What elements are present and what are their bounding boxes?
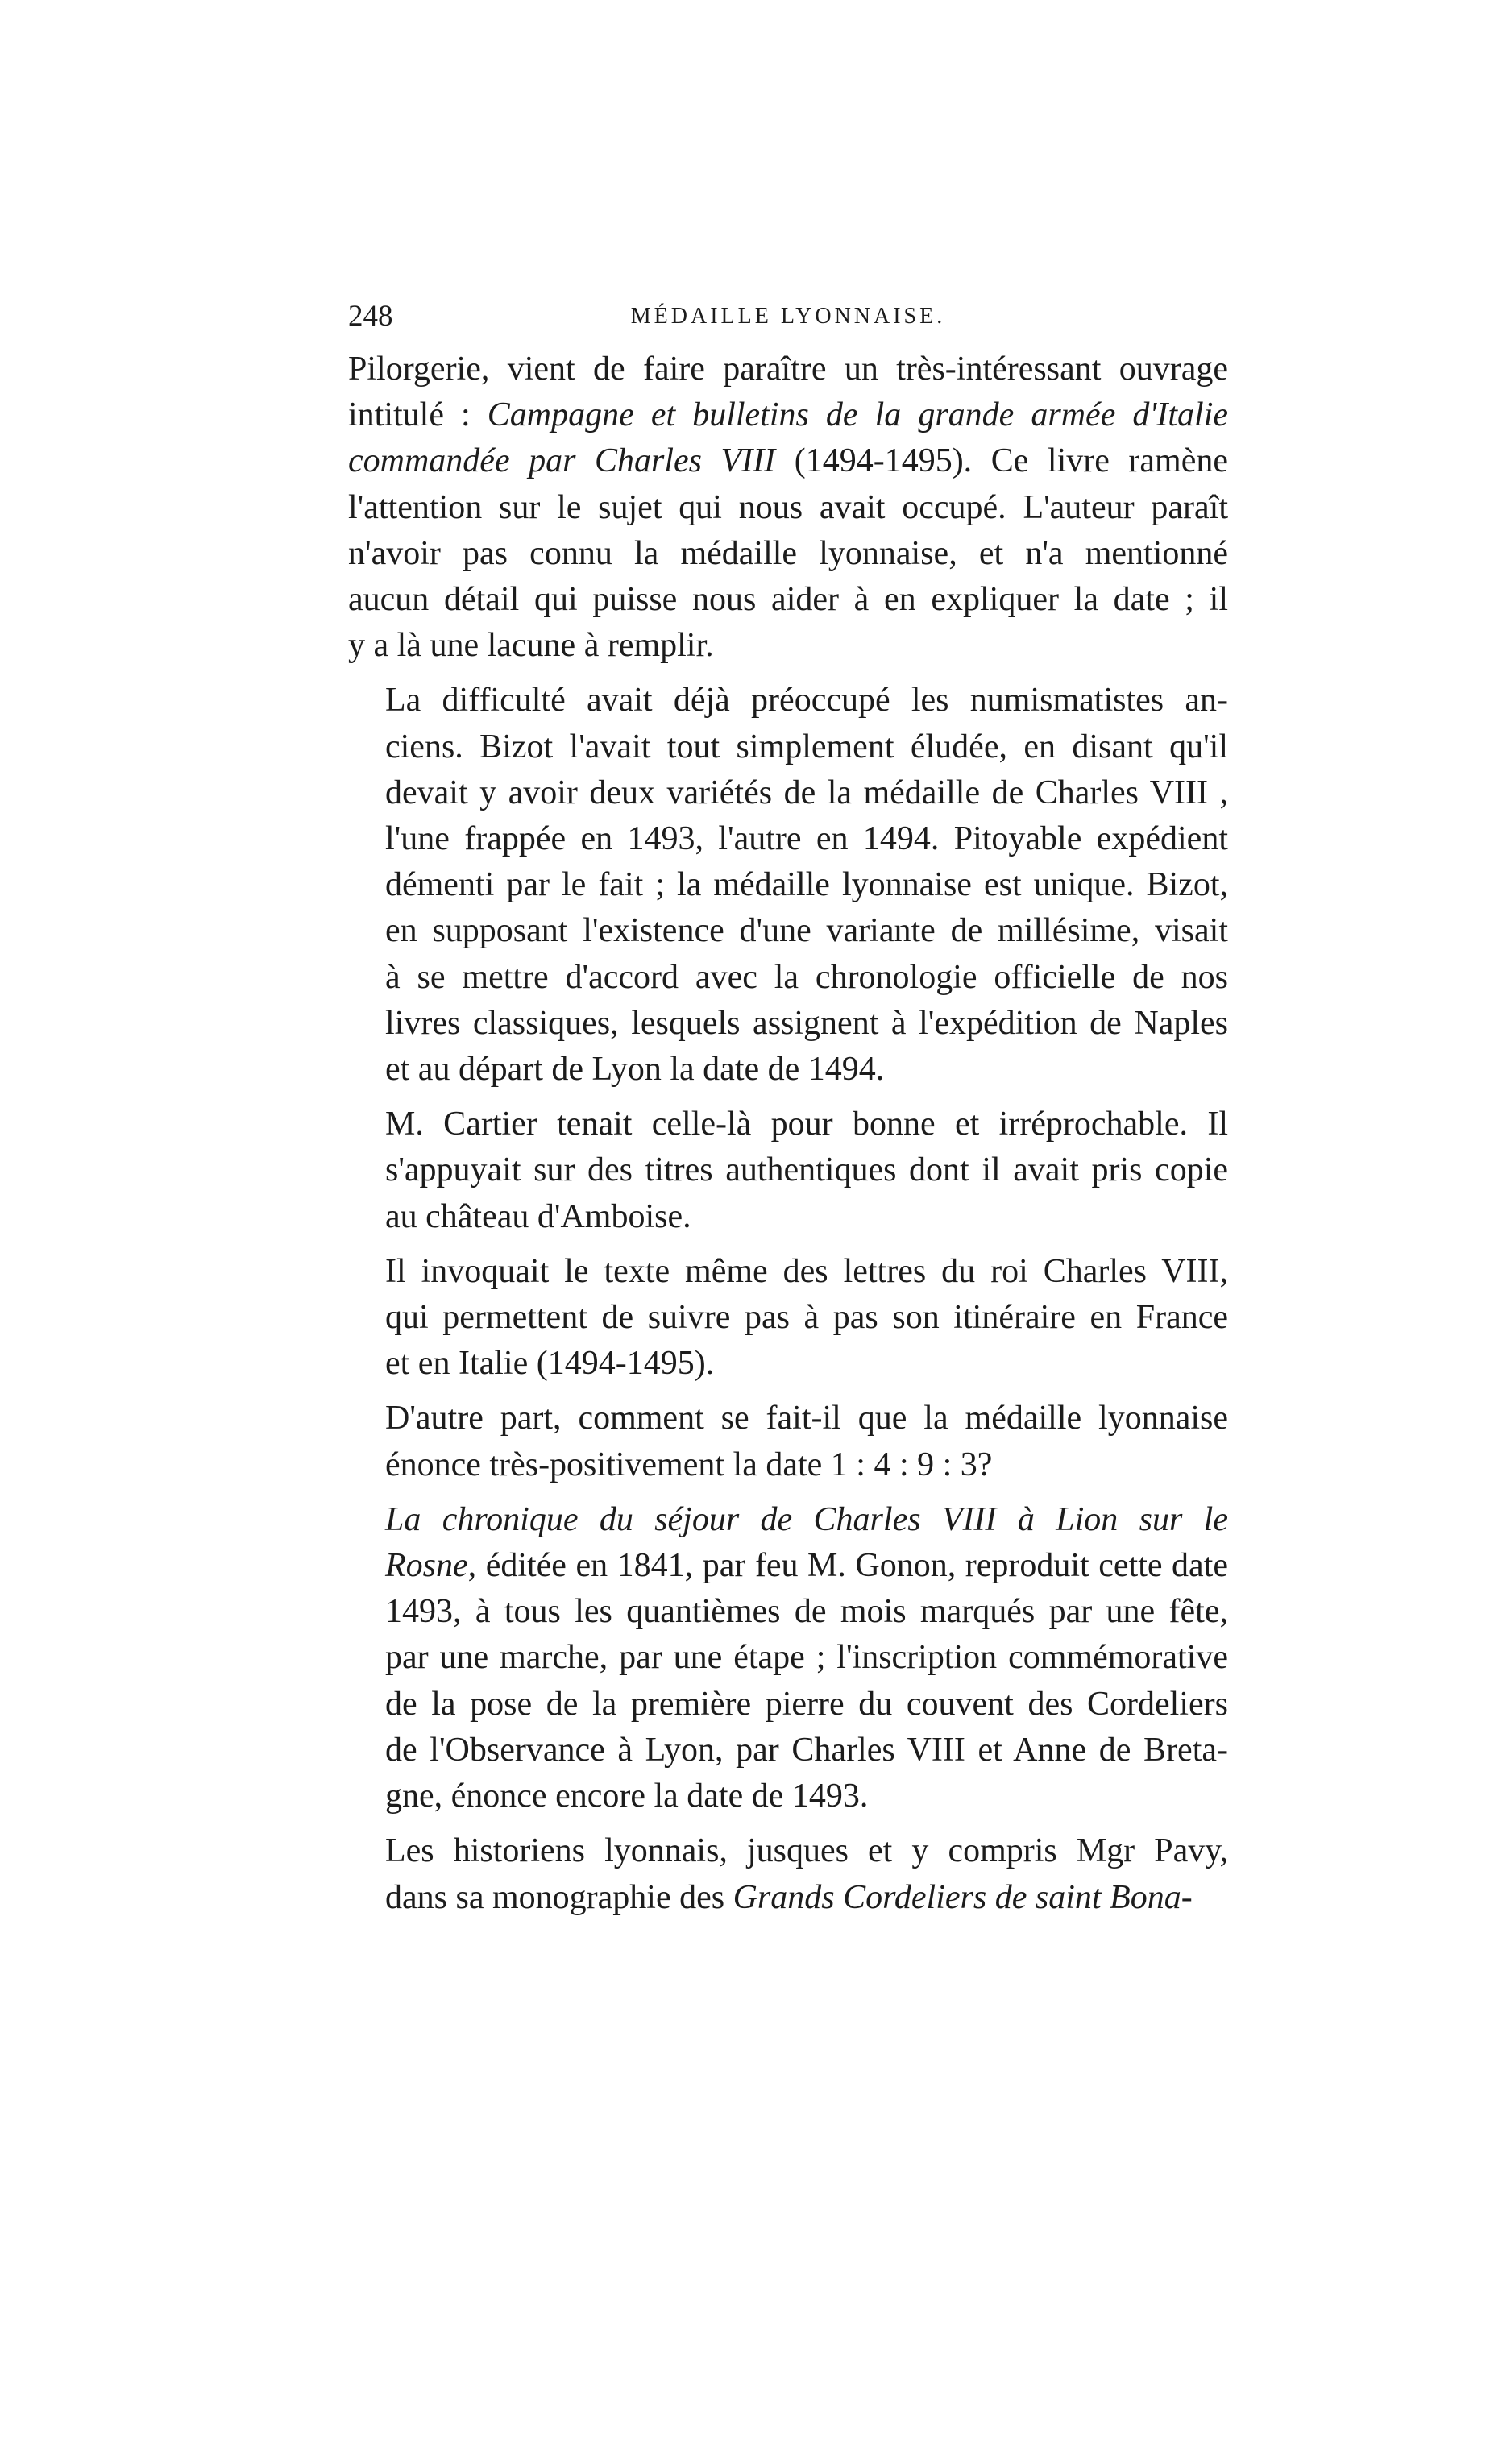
text-line	[348, 392, 1228, 438]
text-line	[348, 577, 1228, 623]
text-run: n'avoir pas connu la médaille lyonnaise, et n'a mentionné	[348, 534, 1228, 572]
text-line	[348, 1875, 1228, 1921]
text-line	[348, 1635, 1228, 1681]
text-line	[348, 1001, 1228, 1047]
italic-text-run: Grands Cordeliers de saint Bona-	[733, 1878, 1193, 1916]
text-line	[348, 816, 1228, 862]
text-line	[348, 1682, 1228, 1728]
text-line	[348, 1147, 1228, 1193]
paragraph	[348, 1101, 1228, 1240]
text-line	[348, 1249, 1228, 1295]
text-line	[348, 1047, 1228, 1093]
text-line	[348, 1442, 1228, 1488]
text-run: en supposant l'existence d'une variante de millésime, visait	[385, 912, 1228, 950]
text-run: s'appuyait sur des titres authentiques dont il avait pris copie	[385, 1151, 1228, 1189]
text-line	[348, 908, 1228, 954]
text-run: et au départ de Lyon la date de 1494.	[385, 1051, 885, 1089]
page-header	[348, 297, 1228, 337]
text-line	[348, 1101, 1228, 1147]
text-run: à se mettre d'accord avec la chronologie officielle de nos	[385, 958, 1228, 996]
text-run: Les historiens lyonnais, jusques et y compris Mgr Pavy,	[385, 1832, 1228, 1870]
paragraph	[348, 1396, 1228, 1487]
text-run: démenti par le fait ; la médaille lyonnaise est unique. Bizot,	[385, 866, 1228, 904]
text-run: gne, énonce encore la date de 1493.	[385, 1777, 869, 1815]
paragraph	[348, 1497, 1228, 1819]
text-run: Pilorgerie, vient de faire paraître un très-intéressant ouvrage	[348, 351, 1228, 388]
text-run: qui permettent de suivre pas à pas son itinéraire en France	[385, 1299, 1228, 1337]
text-run: par une marche, par une étape ; l'inscription commémorative	[385, 1639, 1228, 1677]
text-run: 1493, à tous les quantièmes de mois marqués par une fête,	[385, 1593, 1228, 1631]
text-run: énonce très-positivement la date 1 : 4 : 9 : 3?	[385, 1446, 993, 1483]
italic-text-run: Campagne et bulletins de la grande armée d'Italie	[487, 396, 1229, 434]
text-line	[348, 485, 1228, 531]
text-run: devait y avoir deux variétés de la médaille de Charles VIII ,	[385, 774, 1228, 811]
text-run: livres classiques, lesquels assignent à l'expédition de Naples	[385, 1004, 1228, 1042]
italic-text-run: commandée par Charles VIII	[348, 442, 776, 480]
text-run: et en Italie (1494-1495).	[385, 1345, 715, 1383]
text-run: M. Cartier tenait celle-là pour bonne et irréprochable. Il	[385, 1105, 1228, 1143]
text-line	[348, 862, 1228, 908]
text-run: aucun détail qui puisse nous aider à en expliquer la date ; il	[348, 581, 1228, 619]
text-run: D'autre part, comment se fait-il que la médaille lyonnaise	[385, 1400, 1228, 1437]
text-line	[348, 678, 1228, 724]
paragraph	[348, 346, 1228, 669]
text-line	[348, 1396, 1228, 1441]
text-line	[348, 438, 1228, 484]
text-run: de la pose de la première pierre du couvent des Cordeliers	[385, 1685, 1228, 1723]
italic-text-run: Rosne	[385, 1547, 468, 1585]
text-line	[348, 1194, 1228, 1240]
text-line	[348, 1728, 1228, 1773]
text-run: , éditée en 1841, par feu M. Gonon, reproduit cette date	[467, 1547, 1228, 1585]
text-run: La difficulté avait déjà préoccupé les numismatistes an-	[385, 682, 1228, 720]
text-body	[348, 346, 1228, 1921]
text-line	[348, 1497, 1228, 1543]
text-run: l'une frappée en 1493, l'autre en 1494. Pitoyable expédient	[385, 820, 1228, 858]
text-line	[348, 1341, 1228, 1387]
text-line	[348, 1295, 1228, 1341]
text-line	[348, 1773, 1228, 1819]
paragraph	[348, 678, 1228, 1093]
paragraph	[348, 1828, 1228, 1920]
text-line	[348, 1589, 1228, 1635]
text-run: au château d'Amboise.	[385, 1197, 691, 1235]
italic-text-run: La chronique du séjour de Charles VIII à Lion sur le	[385, 1500, 1228, 1538]
text-line	[348, 955, 1228, 1001]
text-run: (1494-1495). Ce livre ramène	[775, 442, 1228, 480]
text-line	[348, 724, 1228, 770]
text-line	[348, 770, 1228, 816]
text-run: intitulé :	[348, 396, 488, 434]
text-line	[348, 346, 1228, 392]
page-number: 248	[348, 300, 393, 333]
text-run: ciens. Bizot l'avait tout simplement éludée, en disant qu'il	[385, 728, 1228, 765]
text-line	[348, 623, 1228, 669]
text-run: l'attention sur le sujet qui nous avait occupé. L'auteur paraît	[348, 488, 1228, 526]
text-line	[348, 1543, 1228, 1589]
text-run: y a là une lacune à remplir.	[348, 627, 714, 665]
text-run: de l'Observance à Lyon, par Charles VIII et Anne de Breta-	[385, 1731, 1228, 1769]
paragraph	[348, 1249, 1228, 1388]
text-run: Il invoquait le texte même des lettres du roi Charles VIII,	[385, 1252, 1228, 1290]
text-line	[348, 1828, 1228, 1874]
text-line	[348, 531, 1228, 577]
text-run: dans sa monographie des	[385, 1878, 733, 1916]
running-head: MÉDAILLE LYONNAISE.	[630, 304, 946, 329]
